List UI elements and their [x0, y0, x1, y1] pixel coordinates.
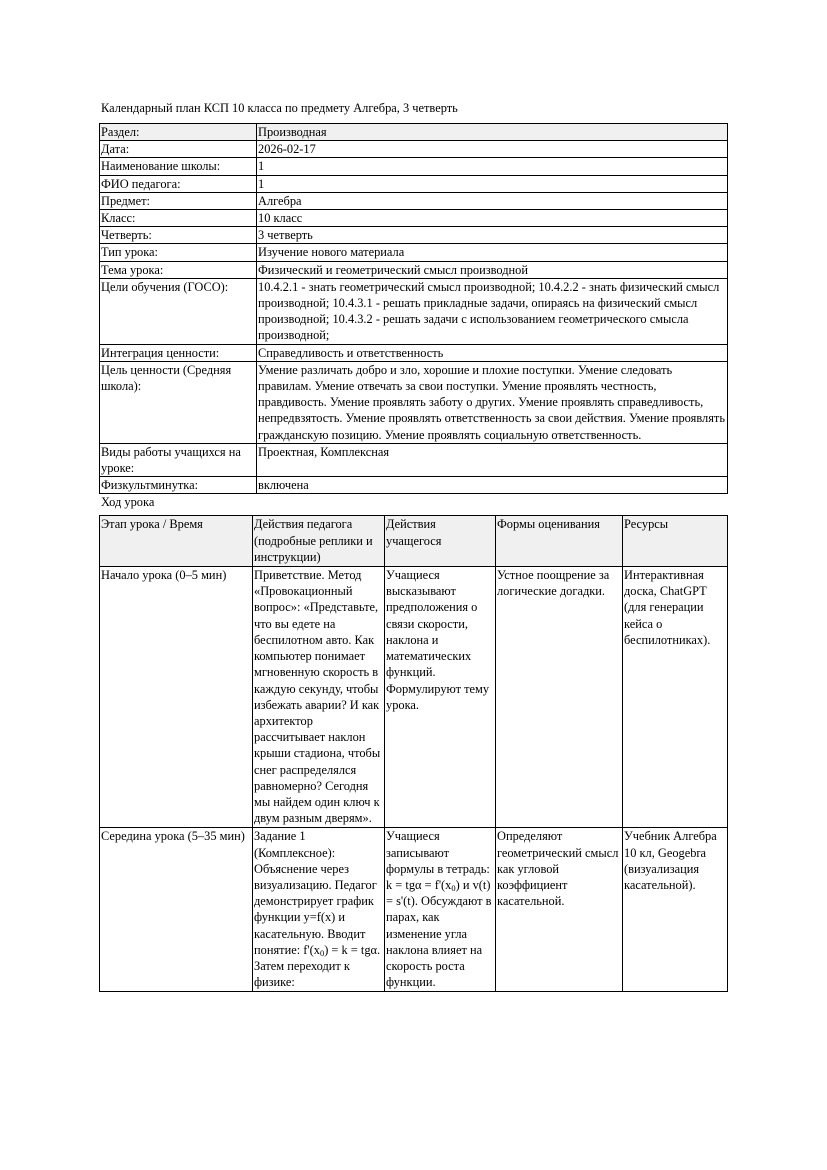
assessment-cell: Устное поощрение за логические догадки.: [496, 567, 623, 828]
info-value: 3 четверть: [257, 227, 728, 244]
info-row: [100, 141, 728, 158]
info-row: [100, 477, 728, 494]
info-value: 1: [257, 175, 728, 192]
info-label: Цели обучения (ГОСО):: [100, 278, 257, 344]
document-title: Календарный план КСП 10 класса по предмету Алгебра, 3 четверть: [101, 101, 458, 115]
info-row: [100, 124, 728, 141]
stage-cell: Начало урока (0–5 мин): [100, 567, 253, 828]
info-row: [100, 278, 728, 344]
assessment-cell: Определяют геометрический смысл как угловой коэффициент касательной.: [496, 828, 623, 992]
info-row: [100, 443, 728, 476]
student-text-part: Учащиеся записывают формулы в тетрадь: k = tgα = f'(x: [386, 829, 490, 892]
teacher-actions-cell: [253, 828, 385, 992]
teacher-text-part: ) = k = tgα. Затем переходит к физике:: [254, 942, 381, 990]
info-row: [100, 175, 728, 192]
header-stage: Этап урока / Время: [100, 516, 253, 567]
info-row: [100, 192, 728, 209]
info-label: Раздел:: [100, 124, 257, 141]
info-label: Класс:: [100, 210, 257, 227]
info-label: ФИО педагога:: [100, 175, 257, 192]
header-teacher-actions: Действия педагога (подробные реплики и инструкции): [253, 516, 385, 567]
plan-row-start: [100, 567, 728, 828]
info-label: Цель ценности (Средняя школа):: [100, 361, 257, 443]
info-label: Четверть:: [100, 227, 257, 244]
info-label: Тип урока:: [100, 244, 257, 261]
info-row: [100, 158, 728, 175]
info-row: [100, 227, 728, 244]
teacher-text-part: Задание 1 (Комплексное): Объяснение через визуализацию. Педагог демонстрирует график функции y=f(x) и касательную. Вводит понятие: f'(x: [254, 829, 377, 957]
stage-cell: Середина урока (5–35 мин): [100, 828, 253, 992]
info-value: Алгебра: [257, 192, 728, 209]
student-text-part: ) и v(t) = s'(t). Обсуждают в парах, как изменение угла наклона влияет на скорость роста функции.: [386, 877, 492, 990]
info-value: 10.4.2.1 - знать геометрический смысл производной; 10.4.2.2 - знать физический смысл производной; 10.4.3.1 - решать прикладные задачи, опираясь на физический смысл производной; 10.4.3.2 - решать задачи с использованием геометрического смысла производной;: [257, 278, 728, 344]
info-row: [100, 361, 728, 443]
info-label: Интеграция ценности:: [100, 344, 257, 361]
subscript: 0: [319, 947, 325, 958]
info-row: [100, 344, 728, 361]
info-value: Умение различать добро и зло, хорошие и плохие поступки. Умение следовать правилам. Умение отвечать за свои поступки. Умение проявлять честность, правдивость. Умение проявлять заботу о других. Умение проявлять справедливость, непредвзятость. Умение проявлять ответственность за свои действия. Умение проявлять гражданскую позицию. Умение проявлять социальную ответственность.: [257, 361, 728, 443]
info-value: Производная: [257, 124, 728, 141]
info-row: [100, 244, 728, 261]
header-resources: Ресурсы: [623, 516, 728, 567]
info-value: Изучение нового материала: [257, 244, 728, 261]
info-value: включена: [257, 477, 728, 494]
info-label: Физкультминутка:: [100, 477, 257, 494]
document-page: [99, 100, 727, 992]
lesson-info-table: [99, 123, 728, 494]
info-value: 10 класс: [257, 210, 728, 227]
info-label: Дата:: [100, 141, 257, 158]
info-label: Предмет:: [100, 192, 257, 209]
info-row: [100, 210, 728, 227]
info-label: Виды работы учащихся на уроке:: [100, 443, 257, 476]
info-label: Тема урока:: [100, 261, 257, 278]
info-row: [100, 261, 728, 278]
student-actions-cell: [385, 828, 496, 992]
student-actions-cell: Учащиеся высказывают предположения о связи скорости, наклона и математических функций. Формулируют тему урока.: [385, 567, 496, 828]
teacher-actions-cell: Приветствие. Метод «Провокационный вопрос»: «Представьте, что вы едете на беспилотном авто. Как компьютер понимает мгновенную скорость в каждую секунду, чтобы избежать аварии? И как архитектор рассчитывает наклон крыши стадиона, чтобы снег распределялся равномерно? Сегодня мы найдем один ключ к двум разным дверям».: [253, 567, 385, 828]
plan-row-middle: [100, 828, 728, 992]
plan-header-row: [100, 516, 728, 567]
header-assessment: Формы оценивания: [496, 516, 623, 567]
info-value: 2026-02-17: [257, 141, 728, 158]
resources-cell: Учебник Алгебра 10 кл, Geogebra (визуализация касательной).: [623, 828, 728, 992]
info-value: Физический и геометрический смысл производной: [257, 261, 728, 278]
info-value: Проектная, Комплексная: [257, 443, 728, 476]
info-value: Справедливость и ответственность: [257, 344, 728, 361]
subscript: 0: [451, 882, 456, 893]
header-student-actions: Действия учащегося: [385, 516, 496, 567]
lesson-progress-title: Ход урока: [101, 495, 155, 510]
info-value: 1: [257, 158, 728, 175]
lesson-plan-table: [99, 515, 728, 992]
info-label: Наименование школы:: [100, 158, 257, 175]
resources-cell: Интерактивная доска, ChatGPT (для генерации кейса о беспилотниках).: [623, 567, 728, 828]
